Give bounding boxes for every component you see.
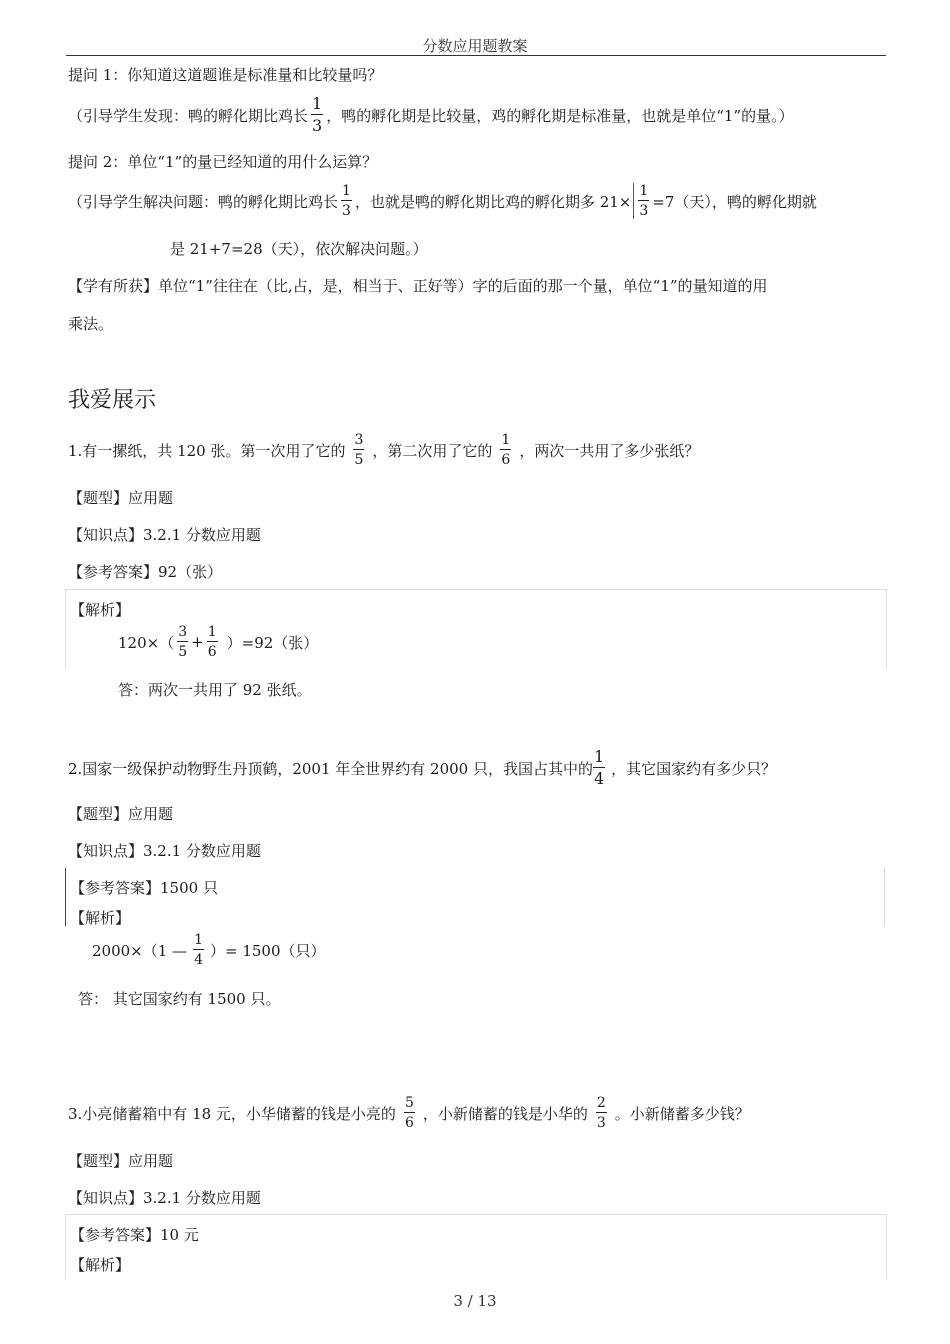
section-title	[68, 383, 156, 414]
calc-text: 120×（	[118, 633, 175, 652]
denominator: 5	[178, 644, 188, 660]
problem-2-calculation	[92, 933, 326, 967]
problem-1-calculation	[118, 625, 318, 659]
bracket-line	[633, 183, 634, 219]
numerator: 3	[178, 624, 188, 640]
denominator: 4	[593, 769, 605, 788]
fraction-one-third	[638, 184, 649, 218]
fraction	[207, 625, 218, 659]
question-1: 提问 1：你知道这道题谁是标准量和比较量吗？	[68, 66, 383, 84]
calc-text: ）= 1500（只）	[209, 941, 326, 960]
numerator: 1	[593, 747, 605, 766]
problem-text: 1.有一摞纸，共 120 张。第一次用了它的	[68, 441, 346, 460]
numerator: 1	[342, 183, 351, 199]
question-2: 提问 2：单位“1”的量已经知道的用什么运算？	[68, 153, 378, 171]
denominator: 6	[404, 1115, 414, 1131]
page-number: 3 / 13	[453, 1292, 497, 1310]
analysis-box-left-edge	[65, 868, 66, 926]
denominator: 3	[312, 116, 323, 135]
problem-1-conclusion: 答：两次一共用了 92 张纸。	[118, 681, 312, 699]
numerator: 1	[207, 624, 217, 640]
problem-2-answer: 【参考答案】1500 只	[70, 879, 218, 897]
problem-text: 。小新储蓄多少钱？	[614, 1104, 750, 1123]
numerator: 1	[639, 183, 649, 199]
denominator: 3	[596, 1115, 606, 1131]
denominator: 5	[354, 452, 364, 468]
problem-text: ，第二次用了它的	[372, 441, 493, 460]
calc-text: ）=92（张）	[226, 633, 319, 652]
header-rule	[66, 55, 886, 56]
numerator: 1	[312, 94, 323, 113]
guide-1	[68, 96, 794, 134]
fraction	[353, 433, 364, 467]
numerator: 3	[354, 432, 364, 448]
problem-1-type: 【题型】应用题	[68, 489, 174, 507]
problem-2-conclusion: 答： 其它国家约有 1500 只。	[78, 990, 281, 1008]
problem-3-answer: 【参考答案】10 元	[70, 1226, 199, 1244]
denominator: 3	[342, 203, 351, 219]
problem-text: ，小新储蓄的钱是小华的	[422, 1104, 588, 1123]
fraction	[177, 625, 188, 659]
problem-3-knowledge-point: 【知识点】3.2.1 分数应用题	[68, 1189, 261, 1207]
guide-1-text-b: ，鸭的孵化期是比较量，鸡的孵化期是标准量，也就是单位“1”的量。）	[326, 106, 794, 125]
problem-1-answer: 【参考答案】92（张）	[68, 563, 223, 581]
numerator: 5	[404, 1095, 414, 1111]
section-heading: 我爱展示	[68, 388, 157, 413]
problem-2-question	[68, 749, 776, 787]
denominator: 6	[501, 452, 511, 468]
denominator: 4	[194, 952, 203, 968]
analysis-box-right-edge	[884, 868, 885, 926]
numerator: 1	[194, 932, 203, 948]
guide-2	[68, 183, 817, 219]
fraction	[593, 749, 605, 787]
problem-text: 2.国家一级保护动物野生丹顶鹤，2001 年全世界约有 2000 只，我国占其中的	[68, 759, 593, 778]
numerator: 2	[596, 1095, 606, 1111]
guide-1-text-a: （引导学生发现：鸭的孵化期比鸡长	[68, 106, 309, 125]
guide-2-text-a: （引导学生解决问题：鸭的孵化期比鸡长	[68, 192, 339, 211]
denominator: 6	[207, 644, 217, 660]
problem-text: ，两次一共用了多少张纸？	[519, 441, 700, 460]
plus-sign: +	[191, 633, 204, 651]
fraction	[500, 433, 511, 467]
numerator: 1	[501, 432, 511, 448]
problem-1-question	[68, 433, 699, 467]
fraction-one-third	[311, 96, 323, 134]
gain-line-2: 乘法。	[68, 315, 114, 333]
fraction	[193, 933, 204, 967]
fraction-one-third	[341, 184, 352, 218]
guide-2-text-c: =7（天），鸭的孵化期就	[652, 192, 817, 211]
problem-1-analysis-label: 【解析】	[70, 601, 131, 619]
problem-text: ，其它国家约有多少只？	[611, 759, 777, 778]
problem-2-type: 【题型】应用题	[68, 805, 174, 823]
problem-2-knowledge-point: 【知识点】3.2.1 分数应用题	[68, 842, 261, 860]
page-header-title: 分数应用题教案	[422, 37, 528, 55]
calc-text: 2000×（1 —	[92, 941, 188, 960]
denominator: 3	[639, 203, 649, 219]
problem-1-knowledge-point: 【知识点】3.2.1 分数应用题	[68, 526, 261, 544]
problem-3-question	[68, 1096, 750, 1130]
problem-3-analysis-label: 【解析】	[70, 1256, 131, 1274]
guide-2-text-b: ，也就是鸭的孵化期比鸡的孵化期多 21×	[354, 192, 632, 211]
fraction	[404, 1096, 415, 1130]
fraction	[596, 1096, 607, 1130]
problem-3-type: 【题型】应用题	[68, 1152, 174, 1170]
gain-line-1: 【学有所获】单位“1”往往在（比,占，是，相当于、正好等）字的后面的那一个量，单位“1”的量知道的用	[68, 277, 768, 295]
problem-2-analysis-label: 【解析】	[70, 909, 131, 927]
guide-2-line-2: 是 21+7=28（天），依次解决问题。）	[170, 240, 428, 258]
problem-text: 3.小亮储蓄箱中有 18 元，小华储蓄的钱是小亮的	[68, 1104, 396, 1123]
